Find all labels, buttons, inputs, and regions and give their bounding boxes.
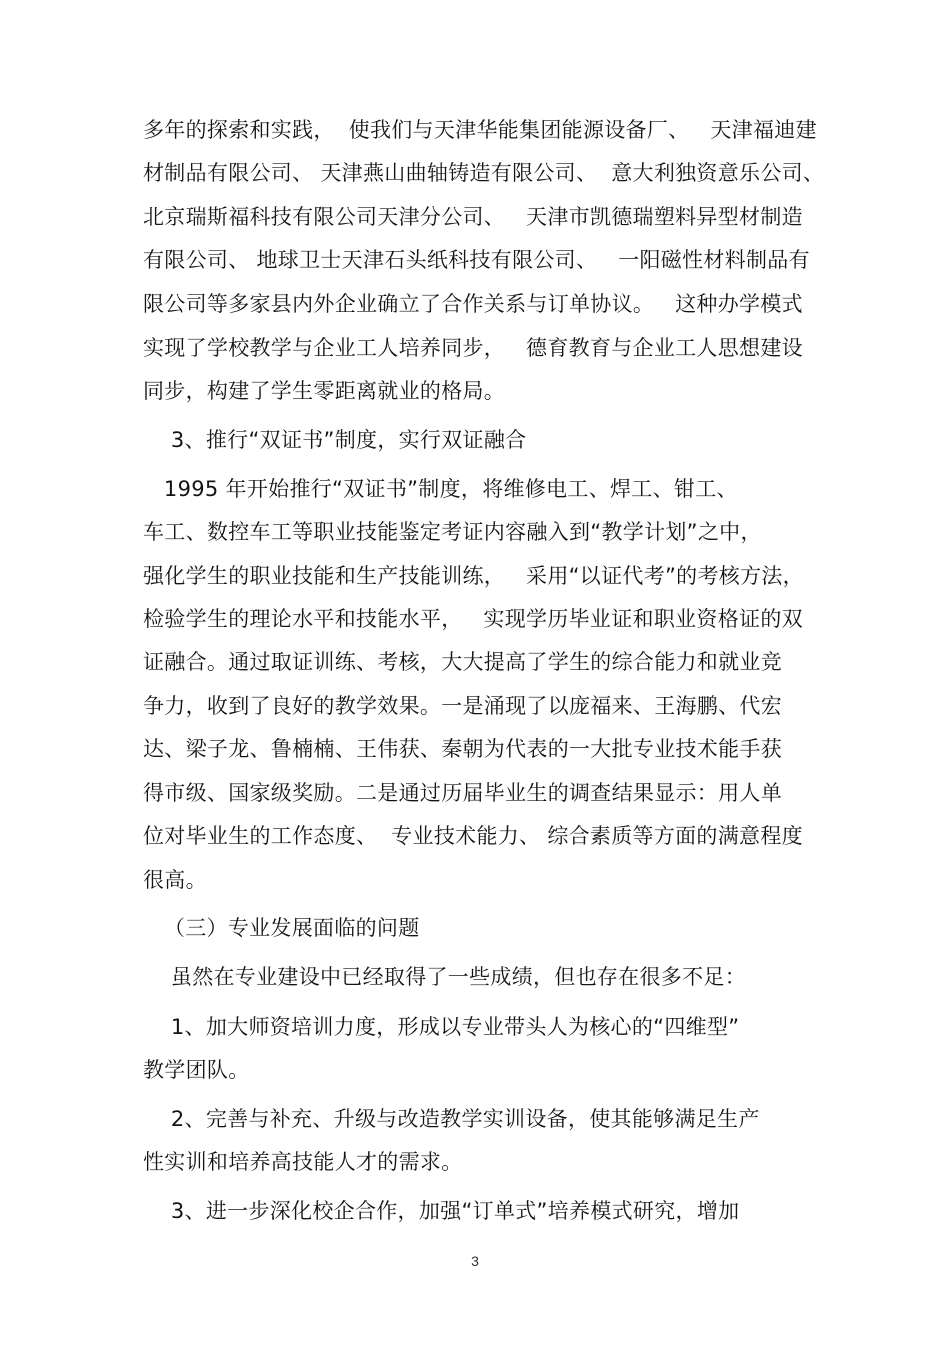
text-line: 北京瑞斯福科技有限公司天津分公司、 天津市凯德瑞塑料异型材制造	[143, 205, 803, 229]
text-line: 实现了学校教学与企业工人培养同步， 德育教育与企业工人思想建设	[143, 336, 803, 360]
text-line: 教学团队。	[143, 1058, 250, 1082]
text-line: 得市级、国家级奖励。二是通过历届毕业生的调查结果显示：用人单	[143, 781, 782, 805]
text-line: 多年的探索和实践， 使我们与天津华能集团能源设备厂、 天津福迪建	[143, 118, 817, 142]
text-line: 性实训和培养高技能人才的需求。	[143, 1150, 463, 1174]
text-line: 材制品有限公司、 天津燕山曲轴铸造有限公司、 意大利独资意乐公司、	[143, 161, 825, 185]
text-line: 有限公司、 地球卫士天津石头纸科技有限公司、 一阳磁性材料制品有	[143, 248, 810, 272]
text-line: 达、梁子龙、鲁楠楠、王伟获、秦朝为代表的一大批专业技术能手获	[143, 737, 782, 761]
text-line: 强化学生的职业技能和生产技能训练， 采用“以证代考”的考核方法，	[143, 564, 804, 588]
text-line: 位对毕业生的工作态度、 专业技术能力、 综合素质等方面的满意程度	[143, 824, 803, 848]
text-line: 很高。	[143, 868, 207, 892]
list-item: 1、加大师资培训力度，形成以专业带头人为核心的“四维型”	[143, 1015, 740, 1039]
text-line: 同步，构建了学生零距离就业的格局。	[143, 379, 506, 403]
list-item: 2、完善与补充、升级与改造教学实训设备，使其能够满足生产	[143, 1107, 760, 1131]
list-item: 3、进一步深化校企合作，加强“订单式”培养模式研究，增加	[143, 1199, 740, 1223]
text-line: 车工、数控车工等职业技能鉴定考证内容融入到“教学计划”之中，	[143, 520, 762, 544]
text-line: 检验学生的理论水平和技能水平， 实现学历毕业证和职业资格证的双	[143, 607, 803, 631]
section-heading: 3、推行“双证书”制度，实行双证融合	[143, 428, 527, 452]
text-line: 争力，收到了良好的教学效果。一是涌现了以庞福来、王海鹏、代宏	[143, 694, 782, 718]
text-line: 1995 年开始推行“双证书”制度，将维修电工、焊工、钳工、	[143, 477, 738, 501]
text-line: 证融合。通过取证训练、考核，大大提高了学生的综合能力和就业竞	[143, 650, 782, 674]
page-number: 3	[471, 1253, 479, 1269]
text-line: 虽然在专业建设中已经取得了一些成绩，但也存在很多不足：	[143, 965, 746, 989]
text-line: 限公司等多家县内外企业确立了合作关系与订单协议。 这种办学模式	[143, 292, 803, 316]
section-heading: （三）专业发展面临的问题	[143, 916, 420, 940]
